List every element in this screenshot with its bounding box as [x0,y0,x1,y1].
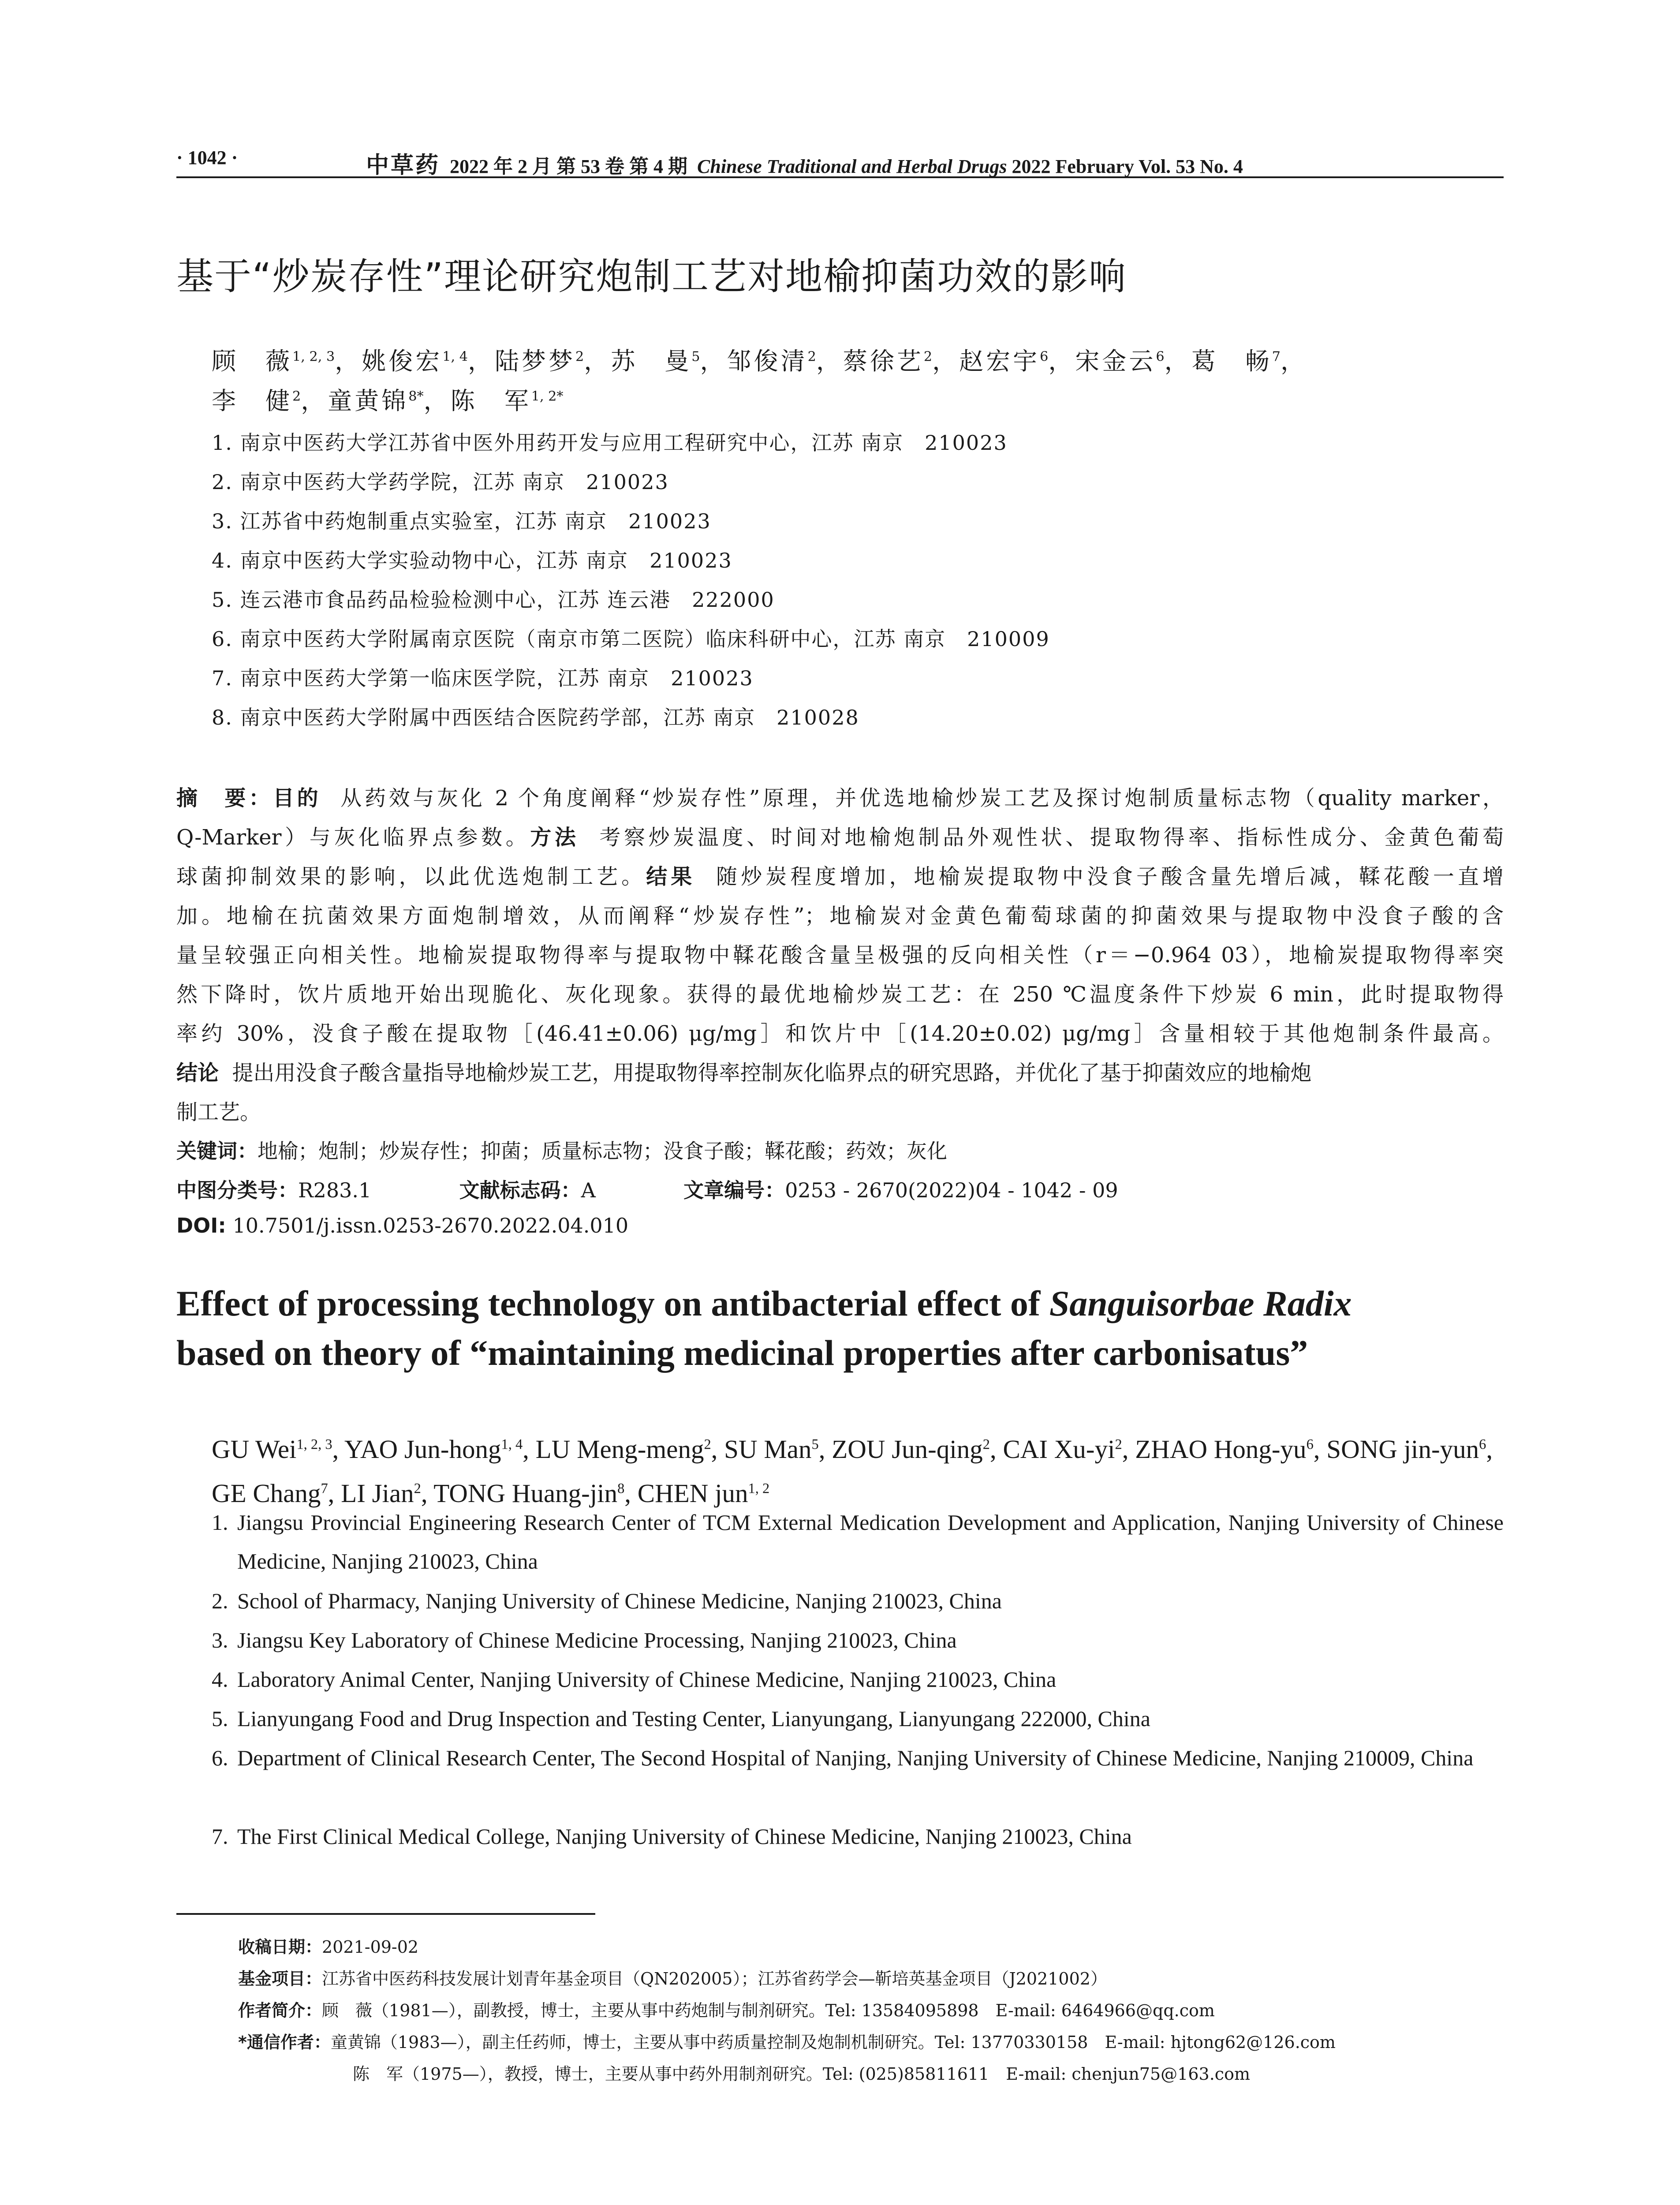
author [536,1435,724,1464]
methods-label: 方法 [530,825,579,850]
author-name: 苏 曼 [611,347,692,375]
author-name: SU Man [724,1434,812,1464]
author [344,1435,536,1464]
page-number: · 1042 · [176,147,238,168]
footnote-rule [176,1913,595,1915]
affiliation-en-6 [212,1738,1504,1777]
title-en [176,1279,1504,1378]
journal-issue-line [366,146,1243,179]
title-cn: 基于“炒炭存性”理论研究炮制工艺对地榆抑菌功效的影响 [176,255,1127,298]
keywords-label: 关键词： [176,1139,258,1163]
author-affiliation-sup: 1, 2* [531,389,564,404]
objective-label: 目的 [273,786,321,811]
author-affiliation-sup: 7 [1272,349,1281,365]
affiliation-en-3 [212,1621,1504,1659]
abstract-line: 加。地榆在抗菌效果方面炮制增效，从而阐释“炒炭存性”；地榆炭对金黄色葡萄球菌的抑菌效果与提取物中没食子酸的含 [176,904,1504,928]
author-name: TONG Huang-jin [433,1479,618,1508]
title-en-italic: Sanguisorbae Radix [1049,1283,1352,1323]
fund-text: 江苏省中医药科技发展计划青年基金项目（QN202005）；江苏省药学会—靳培英基金项目（J2021002） [322,1969,1107,1988]
affiliation-cn-7: 7. 南京中医药大学第一临床医学院，江苏 南京 210023 [212,666,754,690]
author-affiliation-sup: 2 [292,389,301,404]
author-affiliation-sup: 2 [414,1480,421,1497]
author-affiliation-sup: 7 [321,1480,328,1497]
abstract-text: 球菌抑制效果的影响，以此优选炮制工艺。 [176,864,646,889]
footnote-corresponding [238,2029,1336,2053]
authors-cn-line2 [212,381,564,416]
author [212,387,328,415]
affiliation-text: Laboratory Animal Center, Nanjing University of Chinese Medicine, Nanjing 210023, China [237,1667,1057,1692]
clc-label: 中图分类号： [176,1178,298,1202]
abstract-line [176,1054,1504,1093]
journal-name-cn: 中草药 [366,152,441,179]
affiliation-cn-3: 3. 江苏省中药炮制重点实验室，江苏 南京 210023 [212,509,711,533]
affiliation-en-2 [212,1581,1504,1620]
results-label: 结果 [646,864,696,889]
author-separator: ， [1280,347,1307,375]
affiliation-text: Jiangsu Provincial Engineering Research Center of TCM External Medication Development and Application, Nanjing University of Chinese Medicine, Nanjing 210023, China [237,1510,1504,1573]
corresponding-text-1: 童黄锦（1983—），副主任药师，博士，主要从事中药质量控制及炮制机制研究。Tel: 13770330158 E-mail: hjtong62@126.com [330,2033,1336,2052]
author [611,347,727,375]
author-name: 陆梦梦 [495,347,576,375]
doi-label: DOI: [176,1214,226,1237]
author-separator: , [989,1434,1003,1464]
author-name: 葛 畅 [1191,347,1272,375]
abstract-text: 从药效与灰化 2 个角度阐释“炒炭存性”原理，并优选地榆炒炭工艺及探讨炮制质量标志物（quality marker， [340,786,1504,811]
author-name: ZHAO Hong-yu [1135,1434,1307,1464]
author-affiliation-sup: 6 [1306,1436,1314,1452]
affiliation-text: Department of Clinical Research Center, The Second Hospital of Nanjing, Nanjing University of Chinese Medicine, Nanjing 210009, China [237,1745,1474,1770]
abstract-label: 摘 要： [176,786,273,811]
footnote-author-bio [238,1997,1215,2021]
affiliation-text: Lianyungang Food and Drug Inspection and Testing Center, Lianyungang, Lianyungang 222000, China [237,1706,1150,1731]
affiliation-number: 6. [212,1745,228,1770]
conclusion-label: 结论 [176,1061,219,1085]
affiliation-number: 2. [212,1588,228,1613]
affiliation-number: 3. [212,1628,228,1652]
abstract-line: 率约 30%，没食子酸在提取物［(46.41±0.06) μg/mg］和饮片中［(14.20±0.02) μg/mg］含量相较于其他炮制条件最高。 [176,1021,1504,1046]
author-affiliation-sup: 8* [408,389,424,404]
abstract-line: 量呈较强正向相关性。地榆炭提取物得率与提取物中鞣花酸含量呈极强的反向相关性（r＝−0.964 03），地榆炭提取物得率突 [176,943,1504,968]
author-name: 姚俊宏 [362,347,443,375]
author-affiliation-sup: 6 [1040,349,1049,365]
author [362,347,495,375]
running-header [176,140,1504,179]
doi-value[interactable]: 10.7501/j.issn.0253-2670.2022.04.010 [232,1214,629,1237]
author-bio-text: 顾 薇（1981—），副教授，博士，主要从事中药炮制与制剂研究。Tel: 13584095898 E-mail: 6464966@qq.com [322,2001,1215,2020]
header-rule [176,176,1504,178]
author-name: YAO Jun-hong [344,1434,501,1464]
author-name: LI Jian [341,1479,414,1508]
affiliation-number: 5. [212,1706,228,1731]
author [451,387,564,415]
author [495,347,611,375]
affiliation-number: 7. [212,1824,228,1849]
author-affiliation-sup: 2 [807,349,816,365]
author-separator: , [332,1434,344,1464]
author-affiliation-sup: 1, 4 [501,1436,523,1452]
received-label: 收稿日期： [238,1937,322,1957]
authors-en [212,1424,1504,1513]
author-separator: , [818,1434,832,1464]
abstract [176,779,1504,1132]
affiliation-cn-2: 2. 南京中医药大学药学院，江苏 南京 210023 [212,470,669,494]
author-separator: , [328,1479,341,1508]
author-separator: , [1122,1434,1135,1464]
author-separator: ， [932,347,959,375]
author [832,1435,1003,1464]
abstract-text: 考察炒炭温度、时间对地榆炮制品外观性状、提取物得率、指标性成分、金黄色葡萄 [599,825,1504,850]
author [1135,1435,1326,1464]
author [1191,347,1307,375]
journal-name-en: Chinese Traditional and Herbal Drugs [697,156,1007,177]
author [1003,1435,1135,1464]
author-name: SONG jin-yun [1326,1434,1479,1464]
affiliation-cn-6: 6. 南京中医药大学附属南京医院（南京市第二医院）临床科研中心，江苏 南京 210009 [212,627,1050,651]
author-affiliation-sup: 5 [811,1436,819,1452]
author-name: LU Meng-meng [535,1434,704,1464]
author-affiliation-sup: 2 [704,1436,711,1452]
received-date: 2021-09-02 [322,1937,419,1957]
affiliation-text: The First Clinical Medical College, Nanjing University of Chinese Medicine, Nanjing 210023, China [237,1824,1132,1849]
abstract-line [176,818,1504,857]
doc-code-value: A [581,1178,596,1202]
title-en-line2: based on theory of “maintaining medicinal properties after carbonisatus” [176,1333,1308,1373]
author-separator: , [711,1434,724,1464]
abstract-text: 提出用没食子酸含量指导地榆炒炭工艺，用提取物得率控制灰化临界点的研究思路，并优化了基于抑菌效应的地榆炮 [232,1061,1312,1085]
abstract-line: 然下降时，饮片质地开始出现脆化、灰化现象。获得的最优地榆炒炭工艺：在 250 ℃温度条件下炒炭 6 min，此时提取物得 [176,982,1504,1007]
author-affiliation-sup: 2 [923,349,933,365]
author-separator: , [1486,1434,1493,1464]
affiliation-cn-8: 8. 南京中医药大学附属中西医结合医院药学部，江苏 南京 210028 [212,706,859,729]
author-separator: , [421,1479,434,1508]
affiliation-en-7 [212,1817,1504,1856]
author-separator: ， [584,347,611,375]
doc-code-label: 文献标志码： [459,1178,581,1202]
author-name: 李 健 [212,387,293,415]
author-bio-label: 作者简介： [238,2001,322,2020]
author-separator: ， [1048,347,1075,375]
affiliation-cn-5: 5. 连云港市食品药品检验检测中心，江苏 连云港 222000 [212,588,775,612]
affiliation-text: School of Pharmacy, Nanjing University of Chinese Medicine, Nanjing 210023, China [237,1588,1002,1613]
title-en-text: Effect of processing technology on antibacterial effect of [176,1283,1049,1323]
affiliation-en-1 [212,1503,1504,1581]
author-name: GE Chang [212,1479,321,1508]
author-affiliation-sup: 6 [1479,1436,1486,1452]
clc-value: R283.1 [298,1178,372,1202]
author-name: 蔡徐艺 [843,347,924,375]
author-separator: ， [1164,347,1191,375]
author-separator: ， [467,347,495,375]
affiliation-number: 1. [212,1510,228,1535]
author-separator: ， [301,387,328,415]
author [328,387,450,415]
keywords-text: 地榆；炮制；炒炭存性；抑菌；质量标志物；没食子酸；鞣花酸；药效；灰化 [258,1139,947,1163]
author [959,347,1075,375]
title-en-line1 [176,1279,1504,1328]
author-name: 顾 薇 [212,347,293,375]
author-name: CAI Xu-yi [1003,1434,1115,1464]
author-affiliation-sup: 5 [691,349,700,365]
author-separator: ， [423,387,451,415]
authors-cn-line1 [212,342,1307,377]
author-name: 宋金云 [1075,347,1156,375]
classification [176,1174,1118,1203]
author-separator: , [1313,1434,1327,1464]
author-name: ZOU Jun-qing [832,1434,983,1464]
author-affiliation-sup: 8 [617,1480,625,1497]
footnote-received [238,1933,418,1958]
author-separator: ， [816,347,843,375]
affiliation-text: Jiangsu Key Laboratory of Chinese Medicine Processing, Nanjing 210023, China [237,1628,957,1652]
doi [176,1214,628,1237]
author-separator: , [624,1479,638,1508]
affiliation-number: 4. [212,1667,228,1692]
author-affiliation-sup: 2 [575,349,584,365]
author [1326,1435,1493,1464]
author-name: 赵宏宇 [959,347,1040,375]
author-name: 陈 军 [450,387,531,415]
affiliation-cn-1: 1. 南京中医药大学江苏省中医外用药开发与应用工程研究中心，江苏 南京 210023 [212,431,1008,455]
affiliation-cn-4: 4. 南京中医药大学实验动物中心，江苏 南京 210023 [212,549,732,572]
article-number-label: 文章编号： [683,1178,785,1202]
author-separator: ， [335,347,362,375]
abstract-line [176,779,1504,818]
author-affiliation-sup: 1, 2 [748,1480,770,1497]
author [212,1435,344,1464]
author-affiliation-sup: 2 [1115,1436,1122,1452]
footnote-corresponding-2: 陈 军（1975—），教授，博士，主要从事中药外用制剂研究。Tel: (025)85811611 E-mail: chenjun75@163.com [353,2064,1250,2084]
abstract-text: Q-Marker）与灰化临界点参数。 [176,825,530,850]
author [727,347,843,375]
abstract-text: 随炒炭程度增加，地榆炭提取物中没食子酸含量先增后减，鞣花酸一直增 [716,864,1504,889]
keywords [176,1135,947,1164]
corresponding-label: *通信作者： [238,2033,331,2052]
author [843,347,959,375]
affiliation-en-4 [212,1660,1504,1699]
author-affiliation-sup: 2 [982,1436,990,1452]
author-affiliation-sup: 1, 4 [442,349,468,365]
author-name: 童黄锦 [328,387,409,415]
abstract-line [176,857,1504,897]
author [724,1435,832,1464]
article-number-value: 0253 - 2670(2022)04 - 1042 - 09 [785,1178,1118,1202]
author-affiliation-sup: 1, 2, 3 [292,349,335,365]
author [212,347,362,375]
footnote-fund [238,1965,1107,1989]
author-name: 邹俊清 [727,347,808,375]
author-affiliation-sup: 6 [1156,349,1165,365]
fund-label: 基金项目： [238,1969,322,1988]
affiliation-en-5 [212,1699,1504,1738]
issue-cn: 2022 年 2 月 第 53 卷 第 4 期 [450,156,688,177]
author [1075,347,1191,375]
author-separator: ， [700,347,727,375]
author-separator: , [523,1434,536,1464]
author-affiliation-sup: 1, 2, 3 [296,1436,332,1452]
author-name: CHEN jun [637,1479,748,1508]
author-name: GU Wei [212,1434,297,1464]
abstract-line: 制工艺。 [176,1100,261,1125]
issue-en: 2022 February Vol. 53 No. 4 [1012,156,1243,177]
